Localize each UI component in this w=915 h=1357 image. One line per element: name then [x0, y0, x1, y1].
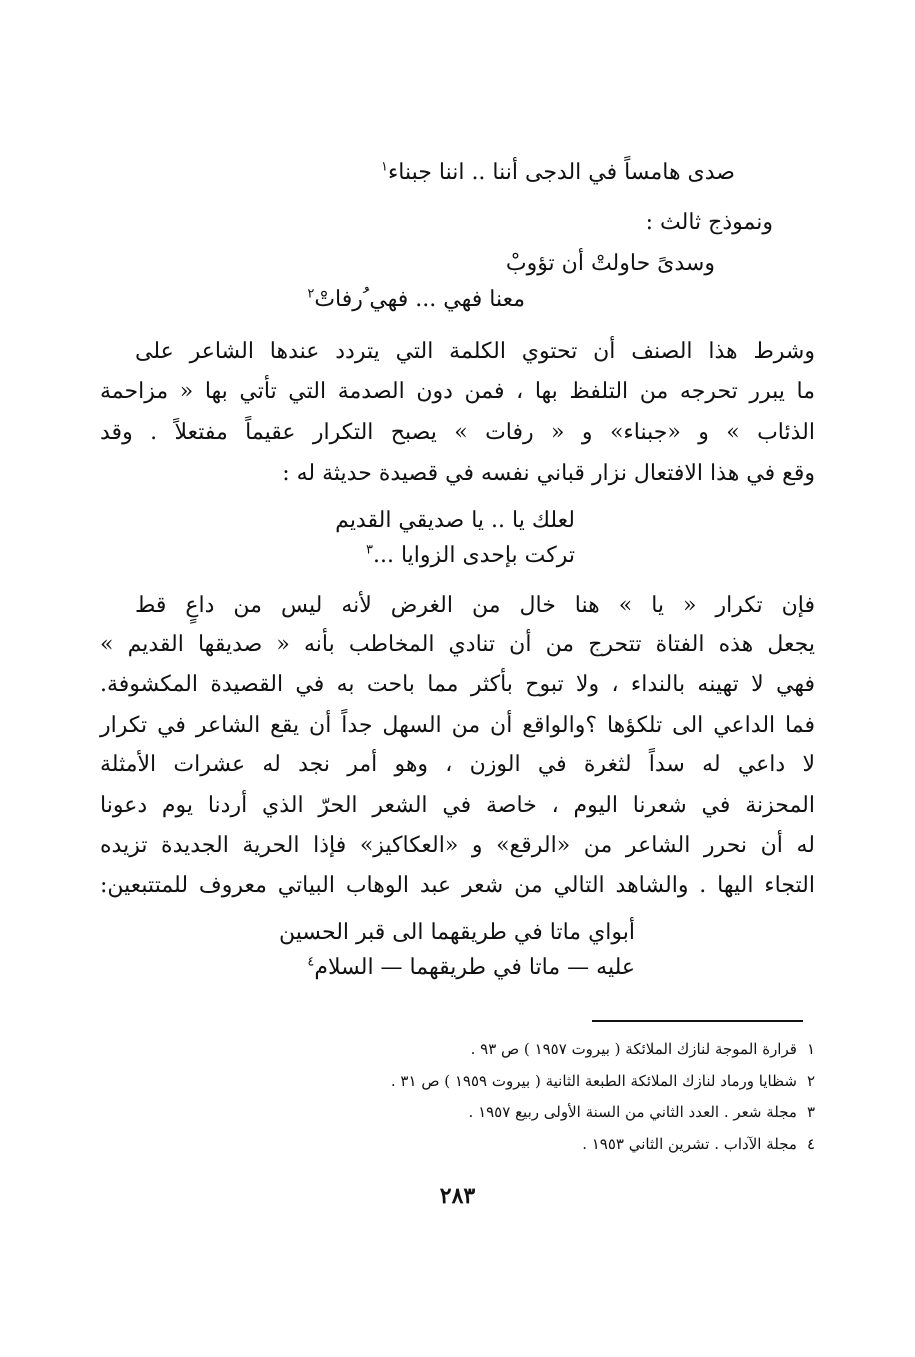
footnote-number: ٢ — [806, 1072, 815, 1090]
paragraph-2-line-5: لا داعي له سداً لثغرة في الوزن ، وهو أمر نجد له عشرات الأمثلة — [100, 752, 815, 777]
footnote-text: مجلة شعر . العدد الثاني من السنة الأولى ربيع ١٩٥٧ . — [468, 1103, 797, 1121]
footnote-3 — [469, 1103, 815, 1121]
verse-text: عليه — ماتا في طريقهما — السلام — [314, 955, 635, 980]
footnote-number: ٤ — [806, 1135, 815, 1153]
footnote-marker: ٣ — [366, 542, 373, 558]
paragraph-2-line-6: المحزنة في شعرنا اليوم ، خاصة في الشعر الحرّ الذي أردنا يوم دعونا — [100, 793, 815, 818]
paragraph-2-line-1: فإن تكرار « يا » هنا خال من الغرض لأنه ليس من داعٍ قط — [135, 593, 815, 618]
paragraph-1-line-1: وشرط هذا الصنف أن تحتوي الكلمة التي يتردد عندها الشاعر على — [135, 339, 815, 364]
verse-line-8 — [307, 955, 635, 981]
verse-line-5 — [335, 508, 575, 534]
verse-text: معنا فهي ... فهي ُرفاتْ — [314, 287, 525, 312]
verse-line-3 — [506, 251, 715, 277]
paragraph-1-line-4: وقع في هذا الافتعال نزار قباني نفسه في قصيدة حديثة له : — [282, 461, 815, 486]
verse-text: ونموذج ثالث : — [645, 210, 773, 235]
verse-line-1 — [381, 160, 735, 186]
paragraph-2-line-8: التجاء اليها . والشاهد التالي من شعر عبد الوهاب البياتي معروف للمتتبعين: — [100, 873, 815, 898]
paragraph-1-line-3: الذئاب » و «جبناء» و « رفات » يصبح التكرار عقيماً مفتعلاً . وقد — [100, 420, 815, 445]
paragraph-2-line-2: يجعل هذه الفتاة تتحرج من أن تنادي المخاطب بأنه « صديقها القديم » — [100, 632, 815, 657]
footnote-2 — [391, 1072, 815, 1090]
footnote-text: قرارة الموجة لنازك الملائكة ( بيروت ١٩٥٧ ) ص ٩٣ . — [470, 1040, 797, 1058]
verse-text: أبواي ماتا في طريقهما الى قبر الحسين — [279, 920, 635, 945]
footnote-text: مجلة الآداب . تشرين الثاني ١٩٥٣ . — [582, 1135, 797, 1153]
footnote-number: ٣ — [806, 1103, 815, 1121]
footnote-number: ١ — [806, 1040, 815, 1058]
footnote-1 — [471, 1040, 815, 1058]
page-number: ٢٨٣ — [439, 1183, 476, 1209]
footnote-text: شظايا ورماد لنازك الملائكة الطبعة الثانية ( بيروت ١٩٥٩ ) ص ٣١ . — [390, 1072, 797, 1090]
verse-text: صدى هامساً في الدجى أننا .. اننا جبناء — [387, 160, 735, 185]
paragraph-1-line-2: ما يبرر تحرجه من التلفظ بها ، فمن دون الصدمة التي تأتي بها « مزاحمة — [100, 379, 815, 404]
footnote-marker: ٤ — [307, 954, 315, 970]
verse-line-6 — [366, 543, 575, 569]
verse-text: لعلك يا .. يا صديقي القديم — [335, 508, 575, 533]
verse-text: تركت بإحدى الزوايا ... — [372, 543, 575, 568]
verse-text: وسدىً حاولتْ أن تؤوبْ — [505, 251, 715, 276]
footnote-separator — [592, 1020, 803, 1022]
footnote-marker: ١ — [380, 159, 388, 175]
paragraph-2-line-4: فما الداعي الى تلكؤها ؟والواقع أن من السهل جداً أن يقع الشاعر في تكرار — [100, 713, 815, 738]
footnote-marker: ٢ — [307, 286, 315, 302]
verse-line-2 — [646, 210, 773, 236]
verse-line-7 — [279, 920, 635, 946]
paragraph-2-line-7: له أن نحرر الشاعر من «الرقع» و «العكاكيز» فإذا الحرية الجديدة تزيده — [100, 833, 815, 858]
footnote-4 — [582, 1135, 815, 1153]
verse-line-4 — [307, 287, 525, 313]
paragraph-2-line-3: فهي لا تهينه بالنداء ، ولا تبوح بأكثر مما باحت به في القصيدة المكشوفة. — [100, 672, 815, 697]
